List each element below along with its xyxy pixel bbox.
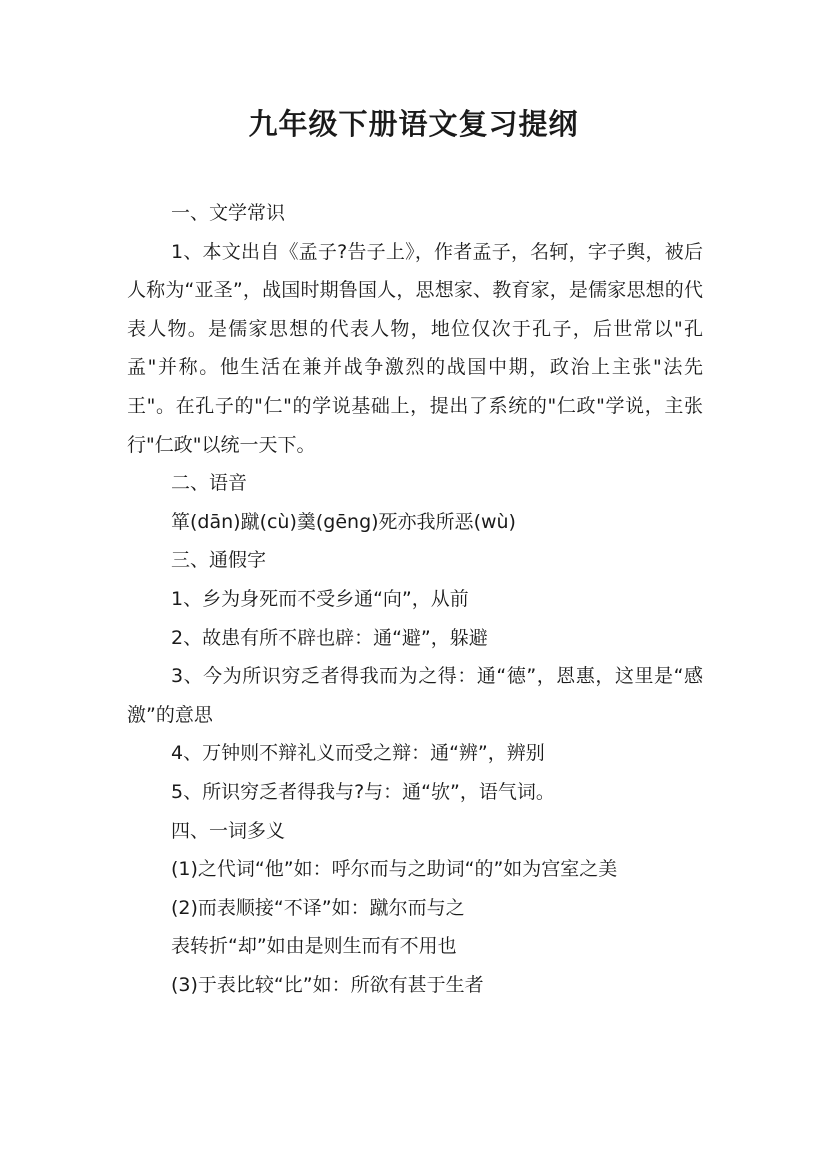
document-body [127, 194, 703, 1004]
document-title: 九年级下册语文复习提纲 [248, 107, 579, 141]
section-heading-pronunciation: 二、语音 [171, 472, 248, 495]
list-item: 4、万钟则不辩礼义而受之辩：通“辨”，辨别 [171, 742, 545, 765]
section-heading-literary-knowledge: 一、文学常识 [171, 202, 286, 224]
list-item: 2、故患有所不辟也辟：通“避”，躲避 [171, 626, 488, 649]
section-heading-interchangeable-chars: 三、通假字 [171, 549, 267, 572]
list-item: 5、所识穷乏者得我与?与：通“欤”，语气词。 [171, 780, 555, 803]
section-heading-polysemy: 四、一词多义 [171, 819, 286, 842]
list-item: 1、乡为身死而不受乡通“向”，从前 [171, 587, 469, 610]
list-item: (2)而表顺接“不译”如：蹴尔而与之 [171, 896, 465, 919]
list-item: (1)之代词“他”如：呼尔而与之助词“的”如为宫室之美 [171, 858, 618, 881]
paragraph-author-intro: 1、本文出自《孟子?告子上》，作者孟子，名轲，字子舆，被后人称为“亚圣”，战国时期鲁国人，思想家、教育家，是儒家思想的代表人物。是儒家思想的代表人物，地位仅次于孔子，后世常以"孔孟"并称。他生活在兼并战争激烈的战国中期，政治上主张"法先王"。在孔子的"仁"的学说基础上，提出了系统的"仁政"学说，主张行"仁政"以统一天下。 [127, 240, 703, 456]
list-item: 3、今为所识穷乏者得我而为之得：通“德”，恩惠，这里是“感激”的意思 [127, 665, 703, 726]
list-item: 表转折“却”如由是则生而有不用也 [171, 935, 457, 958]
paragraph-pronunciation: 箪(dān)蹴(cù)羹(gēng)死亦我所恶(wù) [171, 510, 516, 533]
list-item: (3)于表比较“比”如：所欲有甚于生者 [171, 973, 484, 996]
